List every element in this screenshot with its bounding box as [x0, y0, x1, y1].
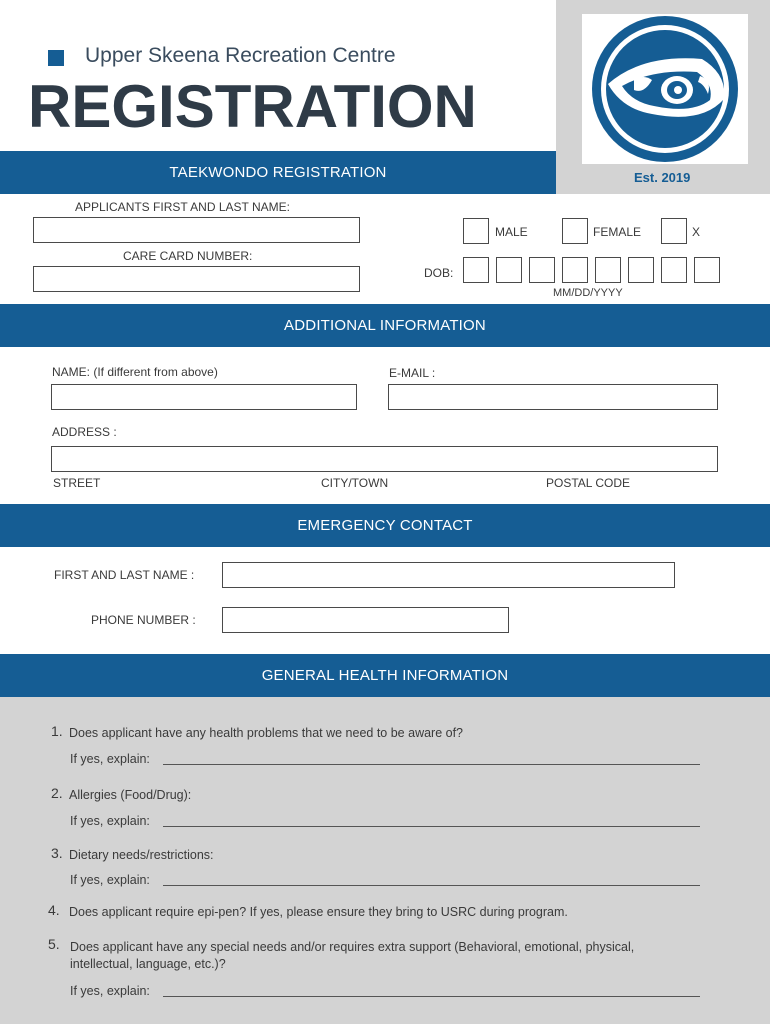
female-label: FEMALE [593, 225, 642, 239]
question-number: 4. [48, 902, 60, 918]
emergency-name-field[interactable] [222, 562, 675, 588]
section-health-band: GENERAL HEALTH INFORMATION [0, 654, 770, 697]
question-number: 1. [51, 723, 63, 739]
alt-name-field[interactable] [51, 384, 357, 410]
explain-line[interactable] [163, 885, 700, 886]
question-number: 5. [48, 936, 60, 952]
est-label: Est. 2019 [634, 170, 691, 185]
section-additional-band: ADDITIONAL INFORMATION [0, 304, 770, 347]
explain-label: If yes, explain: [70, 984, 150, 998]
emergency-phone-field[interactable] [222, 607, 509, 633]
explain-line[interactable] [163, 826, 700, 827]
health-panel [0, 697, 770, 1024]
postal-label: POSTAL CODE [546, 476, 631, 490]
emergency-name-label: FIRST AND LAST NAME : [54, 568, 195, 582]
salmon-logo-icon [582, 14, 748, 164]
question-text: Allergies (Food/Drug): [69, 788, 192, 802]
explain-label: If yes, explain: [70, 873, 150, 887]
email-field[interactable] [388, 384, 718, 410]
dob-digit-box[interactable] [628, 257, 654, 283]
street-label: STREET [53, 476, 101, 490]
dob-digit-box[interactable] [595, 257, 621, 283]
logo-panel [556, 0, 770, 194]
care-card-label: CARE CARD NUMBER: [123, 249, 253, 263]
header-square-icon [48, 50, 64, 66]
address-field[interactable] [51, 446, 718, 472]
city-label: CITY/TOWN [321, 476, 389, 490]
question-number: 2. [51, 785, 63, 801]
page-title: REGISTRATION [28, 73, 477, 140]
alt-name-label: NAME: (If different from above) [52, 365, 218, 379]
x-label: X [692, 225, 701, 239]
explain-label: If yes, explain: [70, 814, 150, 828]
applicant-name-label: APPLICANTS FIRST AND LAST NAME: [75, 200, 290, 214]
question-text: Does applicant require epi-pen? If yes, please ensure they bring to USRC during program. [69, 905, 568, 919]
explain-line[interactable] [163, 764, 700, 765]
care-card-field[interactable] [33, 266, 360, 292]
logo-card [582, 14, 748, 164]
explain-label: If yes, explain: [70, 752, 150, 766]
section-emergency-band: EMERGENCY CONTACT [0, 504, 770, 547]
org-name: Upper Skeena Recreation Centre [85, 44, 396, 67]
emergency-phone-label: PHONE NUMBER : [91, 613, 196, 627]
male-checkbox[interactable] [463, 218, 489, 244]
question-text: Dietary needs/restrictions: [69, 848, 214, 862]
email-label: E-MAIL : [389, 366, 436, 380]
question-text: Does applicant have any special needs and/or requires extra support (Behavioral, emotional, physical, intellectual, language, etc.)? [70, 940, 635, 971]
dob-digit-box[interactable] [661, 257, 687, 283]
address-label: ADDRESS : [52, 425, 117, 439]
dob-digit-box[interactable] [694, 257, 720, 283]
dob-label: DOB: [424, 266, 454, 280]
explain-line[interactable] [163, 996, 700, 997]
x-checkbox[interactable] [661, 218, 687, 244]
dob-digit-box[interactable] [463, 257, 489, 283]
male-label: MALE [495, 225, 528, 239]
section-taekwondo-band: TAEKWONDO REGISTRATION [0, 151, 556, 194]
dob-digit-box[interactable] [496, 257, 522, 283]
female-checkbox[interactable] [562, 218, 588, 244]
applicant-name-field[interactable] [33, 217, 360, 243]
dob-format-label: MM/DD/YYYY [553, 287, 623, 299]
question-text: Does applicant have any health problems that we need to be aware of? [69, 726, 464, 740]
dob-digit-box[interactable] [529, 257, 555, 283]
question-number: 3. [51, 845, 63, 861]
dob-digit-box[interactable] [562, 257, 588, 283]
